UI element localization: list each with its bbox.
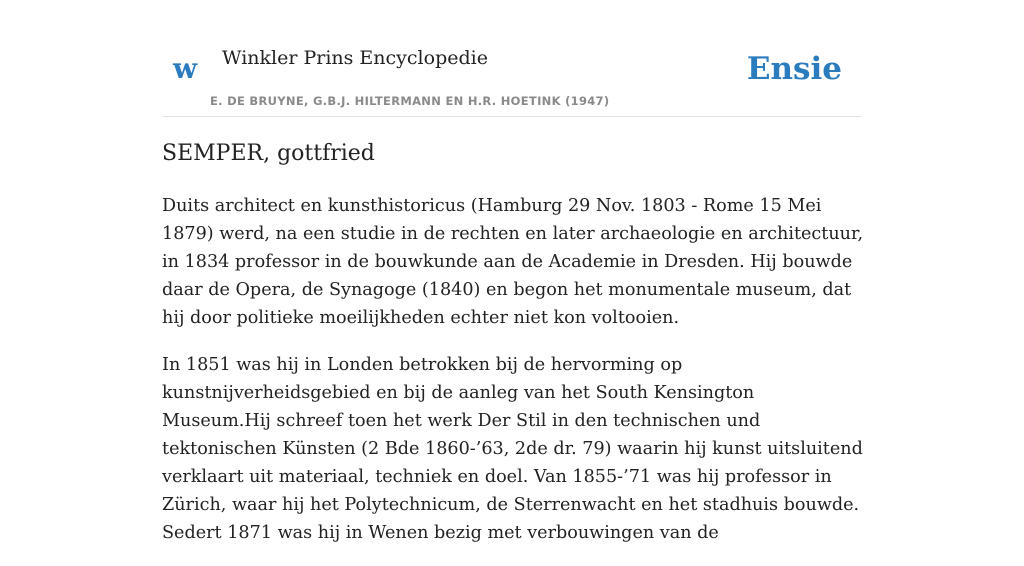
site-header [162,0,862,117]
edition-byline: E. DE BRUYNE, G.B.J. HILTERMANN EN H.R. HOETINK (1947) [210,94,610,108]
article-title: SEMPER, gottfried [162,141,375,166]
article-body [162,192,867,566]
site-logo-icon[interactable]: w [173,52,198,85]
article-paragraph: In 1851 was hij in Londen betrokken bij de hervorming op kunstnijverheidsgebied en bij de aanleg van het South Kensington Museum.Hij schreef toen het werk Der Stil in den technischen und tektonischen Künsten (2 Bde 1860-’63, 2de dr. 79) waarin hij kunst uitsluitend verklaart uit materiaal, techniek en doel. Van 1855-’71 was hij professor in Zürich, waar hij het Polytechnicum, de Sterrenwacht en het stadhuis bouwde. Sedert 1871 was hij in Wenen bezig met verbouwingen van de [162,355,863,543]
brand-logo[interactable]: Ensie [746,51,842,87]
article-paragraph: Duits architect en kunsthistoricus (Hamburg 29 Nov. 1803 - Rome 15 Mei 1879) werd, na een studie in de rechten en later archaeologie en architectuur, in 1834 professor in de bouwkunde aan de Academie in Dresden. Hij bouwde daar de Opera, de Synagoge (1840) en begon het monumentale museum, dat hij door politieke moeilijkheden echter niet kon voltooien. [162,196,864,328]
site-title[interactable]: Winkler Prins Encyclopedie [222,47,488,69]
